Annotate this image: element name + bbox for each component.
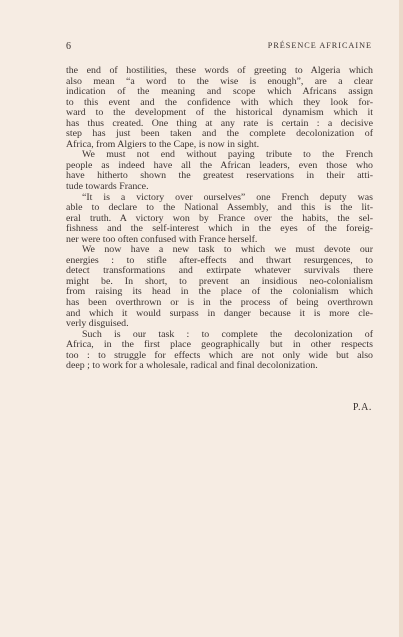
- text-line: detect transformations and extirpate whatever survivals there: [66, 265, 373, 277]
- text-line: Africa, in the first place geographically but in other respects: [66, 339, 373, 351]
- text-line: have hitherto shown the greatest reservations in their atti-: [66, 170, 373, 182]
- text-line: able to declare to the National Assembly, and this is the lit-: [66, 202, 373, 214]
- page-number: 6: [66, 41, 72, 52]
- text-line: people as indeed have all the African leaders, even those who: [66, 159, 373, 171]
- paragraph: [66, 193, 373, 246]
- text-line: eral truth. A victory won by France over the habits, the sel-: [66, 212, 373, 224]
- text-line: has been overthrown or is in the process of being overthrown: [66, 297, 373, 309]
- text-line: We now have a new task to which we must devote our: [82, 244, 373, 256]
- text-line: energies : to stifle after-effects and thwart resurgences, to: [66, 254, 373, 266]
- text-line: ward to the development of the historical dynamism which it: [66, 107, 373, 119]
- text-line: has thus created. One thing at any rate is certain : a decisive: [66, 117, 373, 129]
- text-line: step has just been taken and the complete decolonization of: [66, 128, 373, 140]
- text-line: the end of hostilities, these words of greeting to Algeria which: [66, 65, 373, 76]
- text-line: “It is a victory over ourselves” one French deputy was: [82, 191, 373, 203]
- paragraph: [66, 150, 373, 192]
- text-line: too : to struggle for effects which are not only wide but also: [66, 349, 373, 361]
- paragraph: [66, 330, 373, 372]
- text-line: Africa, from Algiers to the Cape, is now in sight.: [66, 138, 260, 150]
- text-line: ner were too often confused with France herself.: [66, 233, 258, 245]
- text-line: and which it would surpass in danger because it is more cle-: [66, 307, 373, 319]
- text-line: deep ; to work for a wholesale, radical and final decolonization.: [66, 360, 318, 372]
- text-line: We must not end without paying tribute to the French: [82, 149, 373, 161]
- text-line: verly disguised.: [66, 318, 129, 330]
- text-line: might be. In short, to prevent an insidious neo-colonialism: [66, 275, 373, 287]
- signature: P.A.: [352, 402, 372, 413]
- text-line: to this event and the confidence with which they look for-: [66, 96, 373, 108]
- text-line: also mean “a word to the wise is enough”, are a clear: [66, 75, 373, 87]
- running-head: PRÉSENCE AFRICAINE: [267, 41, 372, 50]
- text-line: Such is our task : to complete the decolonization of: [82, 328, 373, 340]
- body-text: [66, 66, 373, 372]
- text-line: fishness and the self-interest which in the eyes of the foreig-: [66, 223, 373, 235]
- text-line: tude towards France.: [66, 181, 149, 193]
- text-line: indication of the meaning and scope which Africans assign: [66, 86, 373, 98]
- paragraph: [66, 66, 373, 150]
- text-line: from raising its head in the place of the colonialism which: [66, 286, 373, 298]
- paragraph: [66, 245, 373, 329]
